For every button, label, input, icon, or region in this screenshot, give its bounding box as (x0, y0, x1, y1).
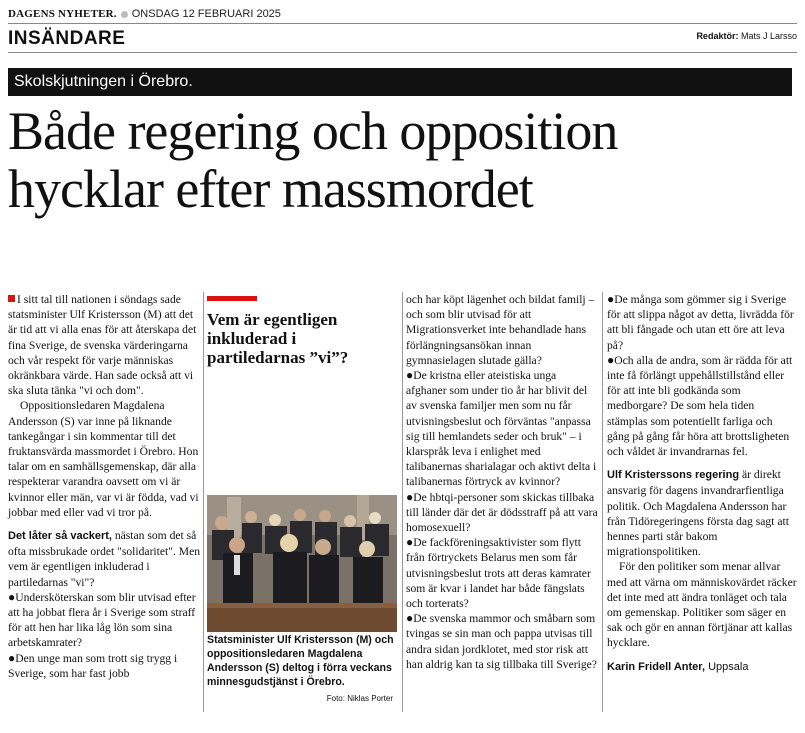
bullet-text: De hbtqi-personer som skickas tillbaka till länder där det är dödsstraff på att vara homosexuell? (406, 490, 598, 535)
bullet-text: Och alla de andra, som är rädda för att inte få förlängt uppehållstillstånd eller för att inte bli godkända som medborgare? De som hela tiden stämplas som potentiellt farliga och gång på gång får höra att brottsligheten och våldet är invandrarnas fel. (607, 353, 793, 459)
paragraph-text: I sitt tal till nationen i söndags sade statsminister Ulf Kristersson (M) att det är tid att vi alla enas för att återskapa det fina Sverige, de svenska värderingarna och vår respekt för varje människas okränkbara värde. Han sade också att vi ska sluta tänka "vi och dom". (8, 293, 197, 398)
bullet-icon: ● (406, 611, 414, 626)
paragraph (8, 528, 201, 590)
article-column-4 (607, 292, 797, 675)
photo-illustration (207, 495, 397, 632)
separator-dot-icon (121, 11, 128, 18)
editor-name: Mats J Larsso (740, 31, 797, 41)
paragraph: Oppositionsledaren Magdalena Andersson (S) var inne på liknande tankegångar i sin kommentar till det fruktansvärda massmordet i Örebro. Hon talar om en samhällsgemenskap, där alla respekterar varandra oavsett om vi är kvinnor eller män, var vi är födda, vad vi jobbar med eller vad vi tror på. (8, 399, 199, 519)
bullet-item (8, 590, 201, 651)
signature (607, 659, 797, 675)
bullet-item (406, 368, 598, 490)
section-rule (8, 52, 797, 53)
memorial-service-photo (207, 495, 397, 632)
bullet-item (607, 353, 797, 459)
start-marker-icon (8, 295, 15, 302)
paragraph-text: är direkt ansvarig för dagens invandrarfientliga politik. Och Magdalena Andersson har från Tidöregeringens första dag sagt att hennes parti står bakom migrationspolitiken. (607, 468, 789, 559)
section-title: INSÄNDARE (8, 28, 126, 49)
article-column-3 (406, 292, 598, 672)
bullet-icon: ● (8, 589, 16, 604)
paragraph (607, 467, 797, 559)
brand-logo: DAGENS NYHETER. (8, 8, 117, 20)
bullet-icon: ● (8, 650, 16, 665)
subhead: Det låter så vackert, (8, 530, 112, 543)
bullet-icon: ● (607, 292, 615, 306)
pull-quote: Vem är egentligen inkluderad i partiledarnas ”vi”? (207, 310, 349, 367)
subhead: Ulf Kristerssons regering (607, 469, 740, 482)
bullet-text: De fackföreningsaktivister som flytt från förtryckets Belarus men som får utvisningsbeslut trots att deras kamrater som är kvar i landet har både fängslats och torterats? (406, 536, 591, 611)
bullet-icon: ● (406, 489, 414, 504)
paragraph: För den politiker som menar allvar med att värna om människovärdet räcker det inte med att ändra tonläget och tala om gemenskap. Politiker som säger en sak och gör en annan förtjänar att kallas hycklare. (607, 560, 797, 650)
paragraph (8, 292, 201, 398)
photo-credit: Foto: Niklas Porter (326, 694, 393, 703)
article-column-1 (8, 292, 201, 681)
author-place: Uppsala (705, 660, 749, 673)
bullet-icon: ● (406, 535, 414, 550)
bullet-icon: ● (406, 368, 414, 383)
paragraph-text: nästan som det så ofta missbrukade ordet "solidaritet". Men vem är egentligen inkluderad i partiledarnas "vi"? (8, 529, 201, 589)
bullet-icon: ● (607, 352, 615, 367)
headline (8, 102, 798, 218)
column-divider (602, 292, 603, 712)
bullet-text: De svenska mammor och småbarn som tvingas se sin man och pappa utvisas till andra sidan jordklotet, med stor risk att han aldrig kan ta sig tillbaka till Sverige? (406, 612, 597, 671)
bullet-text: De många som gömmer sig i Sverige för att slippa något av detta, livrädda för att bli fångade och utan ett öre att leva på? (607, 293, 794, 352)
editor-label: Redaktör: (696, 31, 739, 41)
editor-credit (696, 31, 797, 41)
top-rule (8, 23, 797, 24)
bullet-item (406, 611, 598, 672)
column-divider (203, 292, 204, 712)
issue-date: ONSDAG 12 FEBRUARI 2025 (131, 8, 281, 20)
masthead (8, 6, 797, 22)
bullet-item (406, 535, 598, 611)
headline-line-2: hycklar efter massmordet (8, 159, 533, 219)
author-name: Karin Fridell Anter, (607, 660, 706, 673)
photo-caption: Statsminister Ulf Kristersson (M) och oppositionsledaren Magdalena Andersson (S) deltog i förra veckans minnesgudstjänst i Örebro. (207, 634, 394, 688)
paragraph: och har köpt lägenhet och bildat familj – och som blir utvisad för att Migrationsverket inte behandlade hans förlängningsansökan innan gymnasielagen slutade gälla? (406, 293, 595, 367)
quote-accent-bar (207, 296, 257, 301)
bullet-text: Undersköterskan som blir utvisad efter att ha jobbat flera år i Sverige som straff för att hen har lika låg lön som sina arbetskamrater? (8, 590, 196, 650)
bullet-text: Den unge man som trott sig trygg i Sverige, som har fast jobb (8, 651, 178, 680)
column-divider (402, 292, 403, 712)
kicker-banner: Skolskjutningen i Örebro. (8, 68, 792, 96)
bullet-text: De kristna eller ateistiska unga afghaner som under tio år har blivit del av svenska familjer men som nu får utvisningsbeslut och förväntas "anpassa sig till hemlandets seder och bruk" – i klarspråk leva i enlighet med talibanernas sharialagar och aktivt delta i talibanernas förtryck av kvinnor? (406, 369, 597, 489)
bullet-item (8, 651, 201, 681)
headline-line-1: Både regering och opposition (8, 101, 618, 161)
bullet-item (607, 292, 797, 353)
bullet-item (406, 490, 598, 536)
